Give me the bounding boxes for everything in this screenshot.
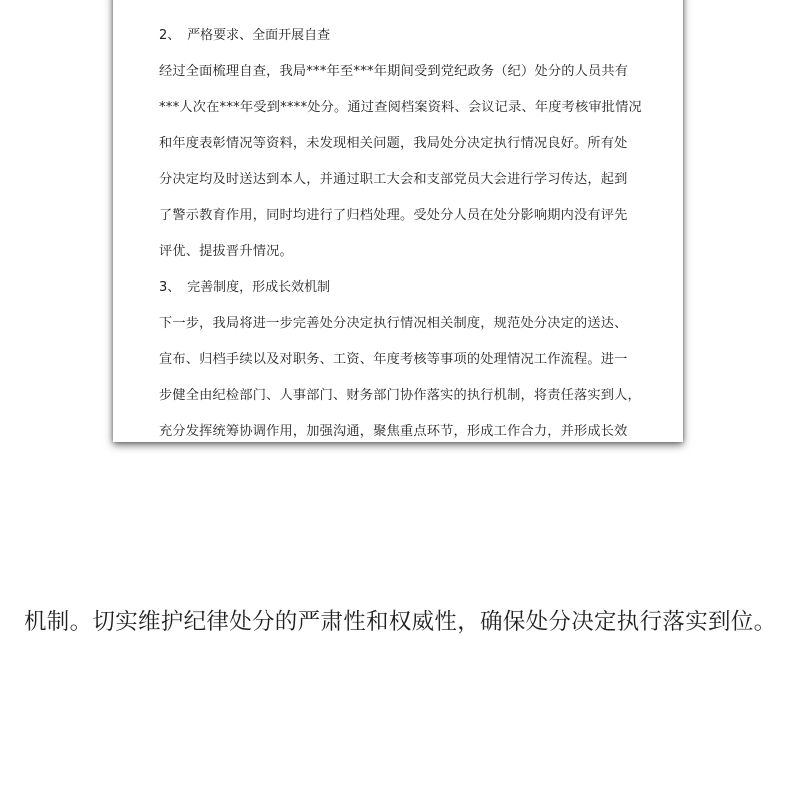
closing-line: 机制。切实维护纪律处分的严肃性和权威性，确保处分决定执行落实到位。	[24, 609, 777, 635]
section-3-title: 完善制度，形成长效机制	[187, 280, 331, 295]
section-2-line: 分决定均及时送达到本人，并通过职工大会和支部党员大会进行学习传达，起到	[159, 172, 628, 187]
section-2-line: 了警示教育作用，同时均进行了归档处理。受处分人员在处分影响期内没有评先	[159, 208, 628, 223]
section-2-line: 评优、提拔晋升情况。	[159, 244, 293, 259]
section-3-line: 充分发挥统筹协调作用，加强沟通，聚焦重点环节，形成工作合力，并形成长效	[159, 424, 628, 439]
section-2-line: 和年度表彰情况等资料，未发现相关问题，我局处分决定执行情况良好。所有处	[159, 136, 628, 151]
section-2-title: 严格要求、全面开展自查	[187, 28, 331, 43]
section-3-line: 步健全由纪检部门、人事部门、财务部门协作落实的执行机制，将责任落实到人，	[159, 388, 641, 403]
section-2-line: ***人次在***年受到****处分。通过查阅档案资料、会议记录、年度考核审批情况	[159, 100, 642, 115]
section-3-line: 下一步，我局将进一步完善处分决定执行情况相关制度，规范处分决定的送达、	[159, 316, 628, 331]
section-3-line: 宣布、归档手续以及对职务、工资、年度考核等事项的处理情况工作流程。进一	[159, 352, 628, 367]
section-2-line: 经过全面梳理自查，我局***年至***年期间受到党纪政务（纪）处分的人员共有	[159, 64, 629, 79]
section-2-number: 2、	[159, 28, 181, 43]
cut-off-line	[159, 0, 494, 1]
section-2-heading	[159, 24, 330, 43]
document-page	[113, 0, 683, 442]
section-3-heading	[159, 276, 330, 295]
section-3-number: 3、	[159, 280, 181, 295]
